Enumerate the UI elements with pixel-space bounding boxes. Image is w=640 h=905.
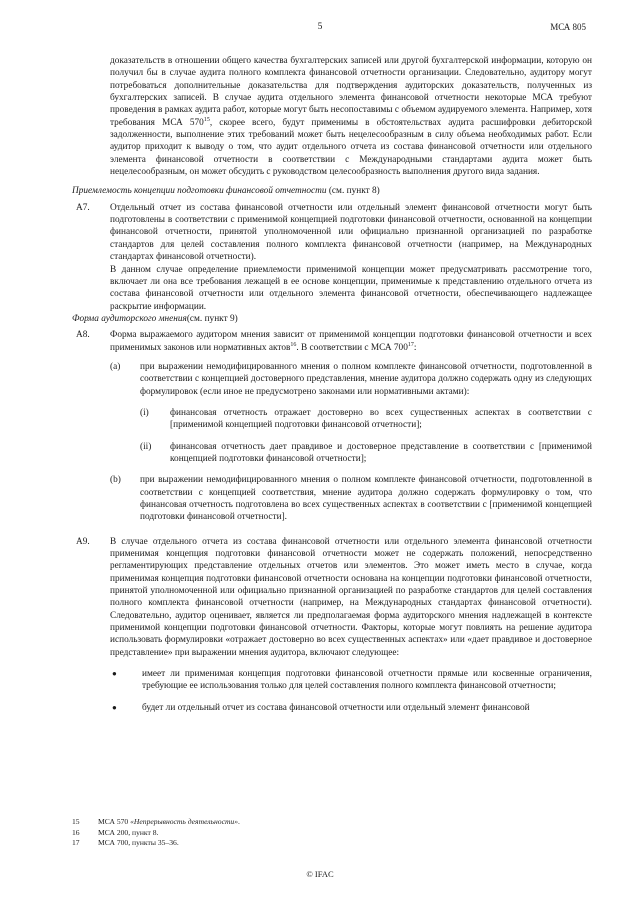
footnote-ref-15: 15 (203, 116, 210, 123)
paragraph-a9-text: В случае отдельного отчета из состава финансовой отчетности или отдельного элемента финансовой отчетности применимая концепция подготовки финансовой отчетности может не содержать положений, непосредственно регламентирующих представление отдельных отчетов или элементов. Это может иметь место в случае, когда применимая концепция подготовки финансовой отчетности основана на концепции подготовки финансовой отчетности, принятой уполномоченной или официально признанной организацией по разработке стандартов для целей составления полного комплекта финансовой отчетности (например, на Международных стандартах финансовой отчетности). Следовательно, аудитор оценивает, является ли предполагаемая форма аудиторского мнения надлежащей в контексте применимой концепции подготовки финансовой отчетности. Факторы, которые могут повлиять на решение аудитора использовать формулировки «отражает достоверно во всех существенных аспектах» или «дает правдивое и достоверное представление» при выражении мнения аудитора, включают следующее: (110, 536, 592, 658)
footnote-16 (72, 828, 592, 839)
intro-text-cont: , скорее всего, будут применимы в обстоятельствах аудита расшифровки дебиторской задолженности, выполнение этих требований может быть нецелесообразным в силу объема необходимых работ. Если аудитор приходит к выводу о том, что аудит отдельного отчета из состава финансовой отчетности или отдельного элемента финансовой отчетности в соответствии с Международными стандартами аудита может быть нецелесообразным, он может обсудить с руководством целесообразность выполнения другого вида задания. (110, 117, 592, 178)
paragraph-a9-label: A9. (76, 536, 90, 547)
sub-item-i-text: финансовая отчетность отражает достоверно во всех существенных аспектах в соответствии с [применимой концепцией подготовки финансовой отчетности]; (170, 407, 592, 431)
footnote-15 (72, 817, 592, 828)
paragraph-a8-label: A8. (76, 330, 90, 341)
list-item-b-text: при выражении немодифицированного мнения о полном комплекте финансовой отчетности, подготовленной в соответствии с концепцией соответствия, мнение аудитора должно содержать формулировку о том, что финансовая отчетность подготовлена во всех существенных аспектах в соответствии с [применимой концепцией подготовки финансовой отчетности]. (140, 475, 592, 523)
a8-text-end: : (413, 342, 417, 353)
paragraph-a9 (72, 536, 592, 714)
sub-item-ii-text: финансовая отчетность дает правдивое и достоверное представление в соответствии с [применимой концепцией подготовки финансовой отчетности]; (170, 441, 592, 464)
paragraph-a8 (72, 329, 592, 523)
footnotes (72, 817, 592, 849)
heading-opinion-form (72, 313, 592, 325)
heading-opinion-form-title: Форма аудиторского мнения (72, 313, 187, 324)
paragraph-a8-text (110, 329, 592, 354)
list-item-a-label: (a) (110, 361, 121, 372)
footnote-number: 15 (72, 817, 80, 826)
bullet-icon: ● (112, 669, 117, 679)
heading-opinion-form-ref: (см. пункт 9) (186, 313, 238, 324)
footnote-suffix: . (238, 817, 240, 826)
a8-text-mid: . В соответствии с МСА 700 (296, 342, 408, 353)
paragraph-a7-text1: Отдельный отчет из состава финансовой отчетности или отдельный элемент финансовой отчетности могут быть подготовлены в соответствии с применимой концепцией подготовки финансовой отчетности, основанной на концепции финансовой отчетности, принятой уполномоченной или официально признанной организацией по разработке стандартов для целей составления полного комплекта финансовой отчетности (например, на Международных стандартах финансовой отчетности). (110, 202, 592, 263)
intro-text: доказательств в отношении общего качества бухгалтерских записей или другой бухгалтерской информации, которую он получил бы в случае аудита полного комплекта финансовой отчетности организации. Следовательно, аудитору могут потребоваться дополнительные доказательства для подтверждения аудиторских доказательств, полученных из бухгалтерских записей. В случае аудита отдельного элемента финансовой отчетности некоторые МСА требуют проведения в рамках аудита работ, которые могут быть несопоставимы с объемом аудируемого элемента. Например, хотя требования МСА 570 (110, 56, 592, 128)
sub-item-i-label: (i) (140, 407, 149, 418)
page-number: 5 (317, 22, 323, 32)
footnote-text: МСА 200, пункт 8. (98, 827, 159, 837)
intro-paragraph (110, 55, 592, 178)
standard-code: МСА 805 (550, 22, 586, 32)
footnote-number: 17 (72, 838, 80, 847)
page-content (72, 55, 592, 714)
footnote-text: МСА 570 (98, 817, 131, 826)
sub-item-ii (140, 441, 592, 466)
copyright-footer: © IFAC (306, 869, 334, 879)
paragraph-a7 (72, 202, 592, 313)
sub-item-ii-label: (ii) (140, 441, 152, 452)
bullet-item (110, 702, 592, 714)
bullet-item-text: будет ли отдельный отчет из состава финансовой отчетности или отдельный элемент финансовой (142, 702, 530, 713)
bullet-item (110, 668, 592, 693)
footnote-17 (72, 838, 592, 849)
list-item-a (110, 361, 592, 465)
footnote-text: МСА 700, пункты 35–36. (98, 838, 179, 847)
footnote-italic: «Непрерывность деятельности» (130, 817, 239, 826)
footnote-ref-16: 16 (290, 341, 297, 348)
a8-text-start: Форма выражаемого аудитором мнения зависит от применимой концепции подготовки финансовой отчетности и всех применимых законов или нормативных актов (110, 330, 592, 353)
list-item-a-text: при выражении немодифицированного мнения о полном комплекте финансовой отчетности, подготовленной в соответствии с концепцией достоверного представления, мнение аудитора должно содержать одну из следующих формулировок (если иное не предусмотрено законами или нормативными актами): (140, 361, 592, 397)
paragraph-a7-label: A7. (76, 202, 90, 213)
heading-acceptability-title: Приемлемость концепции подготовки финансовой отчетности (72, 186, 327, 197)
heading-acceptability (72, 185, 592, 197)
sub-item-i (140, 407, 592, 432)
bullet-icon: ● (112, 702, 117, 712)
bullet-item-text: имеет ли применимая концепция подготовки финансовой отчетности прямые или косвенные ограничения, требующие ее использования только для целей составления полного комплекта финансовой отчетности; (142, 669, 592, 692)
heading-acceptability-ref: (см. пункт 8) (326, 186, 380, 197)
list-item-b (110, 474, 592, 523)
footnote-number: 16 (72, 827, 80, 837)
footnote-ref-17: 17 (407, 341, 414, 348)
paragraph-a7-text2: В данном случае определение приемлемости применимой концепции может предусматривать рассмотрение того, включает ли она все требования лежащей в ее основе концепции, применимые к представлению отдельного отчета из состава финансовой отчетности или отдельного элемента финансовой отчетности, обеспечивающего надлежащее раскрытие информации. (110, 264, 592, 312)
list-item-b-label: (b) (110, 475, 121, 486)
